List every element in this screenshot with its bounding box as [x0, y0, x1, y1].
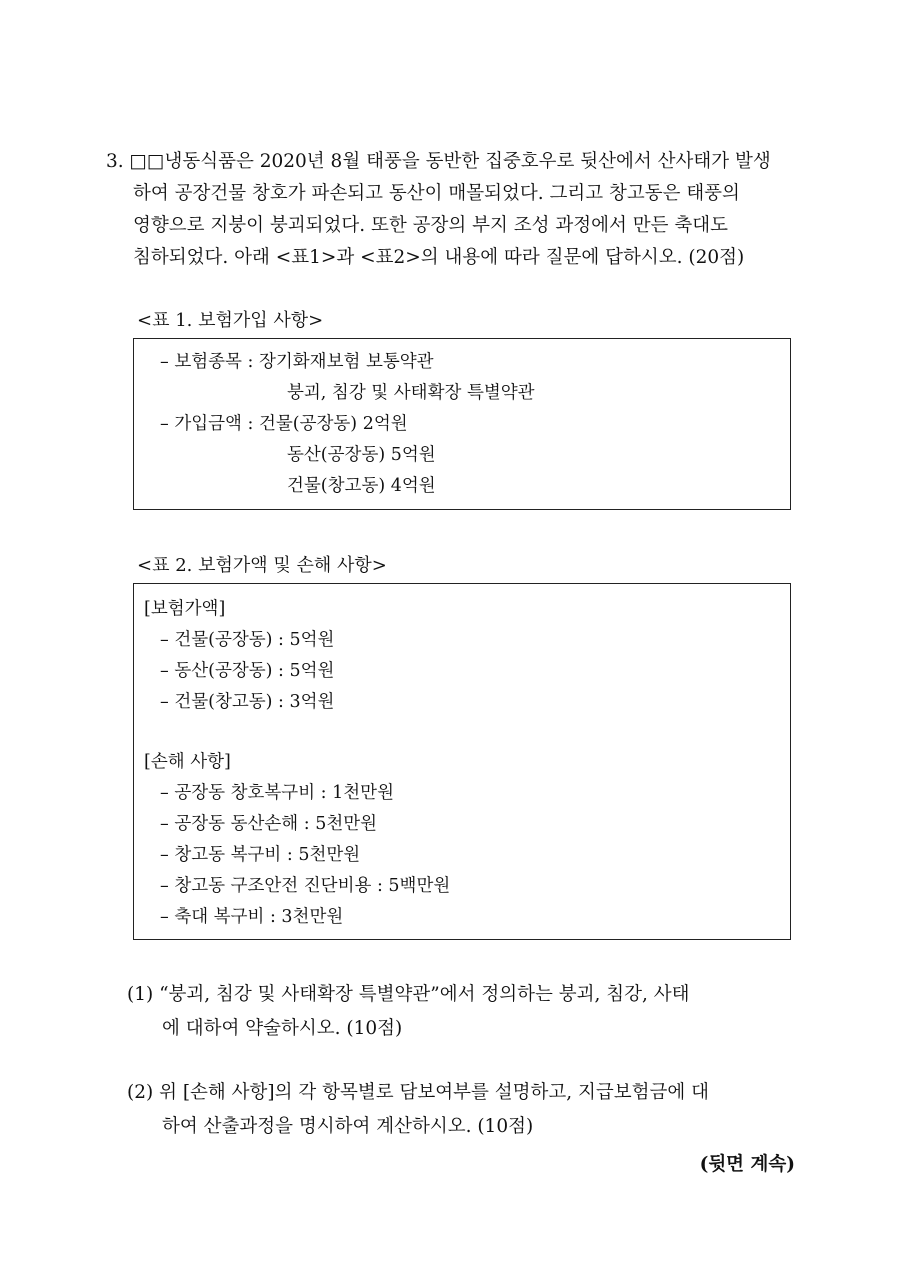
sub-question-2: [127, 1076, 797, 1144]
loss-item: – 축대 복구비 : 3천만원: [160, 907, 344, 927]
question-3-text: [106, 146, 796, 274]
question-line: 영향으로 지붕이 붕괴되었다. 또한 공장의 부지 조성 과정에서 만든 축대도: [133, 215, 728, 236]
table1-insurance-box: [133, 338, 791, 510]
value-item: – 건물(창고동) : 3억원: [160, 692, 335, 712]
table1-caption: <표 1. 보험가입 사항>: [137, 310, 324, 331]
table2-caption: <표 2. 보험가액 및 손해 사항>: [137, 555, 387, 576]
sub-question-line: (1) “붕괴, 침강 및 사태확장 특별약관”에서 정의하는 붕괴, 침강, 사태: [127, 984, 690, 1005]
loss-item: – 창고동 복구비 : 5천만원: [160, 845, 361, 865]
value-item: – 동산(공장동) : 5억원: [160, 661, 335, 681]
loss-item: – 공장동 동산손해 : 5천만원: [160, 814, 378, 834]
question-line: 침하되었다. 아래 <표1>과 <표2>의 내용에 따라 질문에 답하시오. (20점): [133, 247, 745, 268]
sub-question-line: 하여 산출과정을 명시하여 계산하시오. (10점): [162, 1116, 534, 1137]
question-line: 하여 공장건물 창호가 파손되고 동산이 매몰되었다. 그리고 창고동은 태풍의: [133, 183, 740, 204]
continued-note: (뒷면 계속): [699, 1154, 795, 1175]
sub-question-line: (2) 위 [손해 사항]의 각 항목별로 담보여부를 설명하고, 지급보험금에 대: [127, 1082, 709, 1103]
table1-row: 동산(공장동) 5억원: [287, 445, 436, 465]
loss-header: [손해 사항]: [144, 752, 231, 772]
value-header: [보험가액]: [144, 599, 226, 619]
value-item: – 건물(공장동) : 5억원: [160, 630, 335, 650]
table1-row: 건물(창고동) 4억원: [287, 476, 436, 496]
question-line: 3. □□냉동식품은 2020년 8월 태풍을 동반한 집중호우로 뒷산에서 산사태가 발생: [106, 151, 771, 172]
table1-row: – 보험종목 : 장기화재보험 보통약관: [160, 352, 434, 372]
sub-question-1: [127, 978, 797, 1046]
loss-item: – 창고동 구조안전 진단비용 : 5백만원: [160, 876, 451, 896]
table2-value-loss-box: [133, 583, 791, 940]
table1-row: – 가입금액 : 건물(공장동) 2억원: [160, 414, 408, 434]
table1-row: 붕괴, 침강 및 사태확장 특별약관: [287, 383, 535, 403]
loss-item: – 공장동 창호복구비 : 1천만원: [160, 783, 394, 803]
sub-question-line: 에 대하여 약술하시오. (10점): [162, 1018, 403, 1039]
